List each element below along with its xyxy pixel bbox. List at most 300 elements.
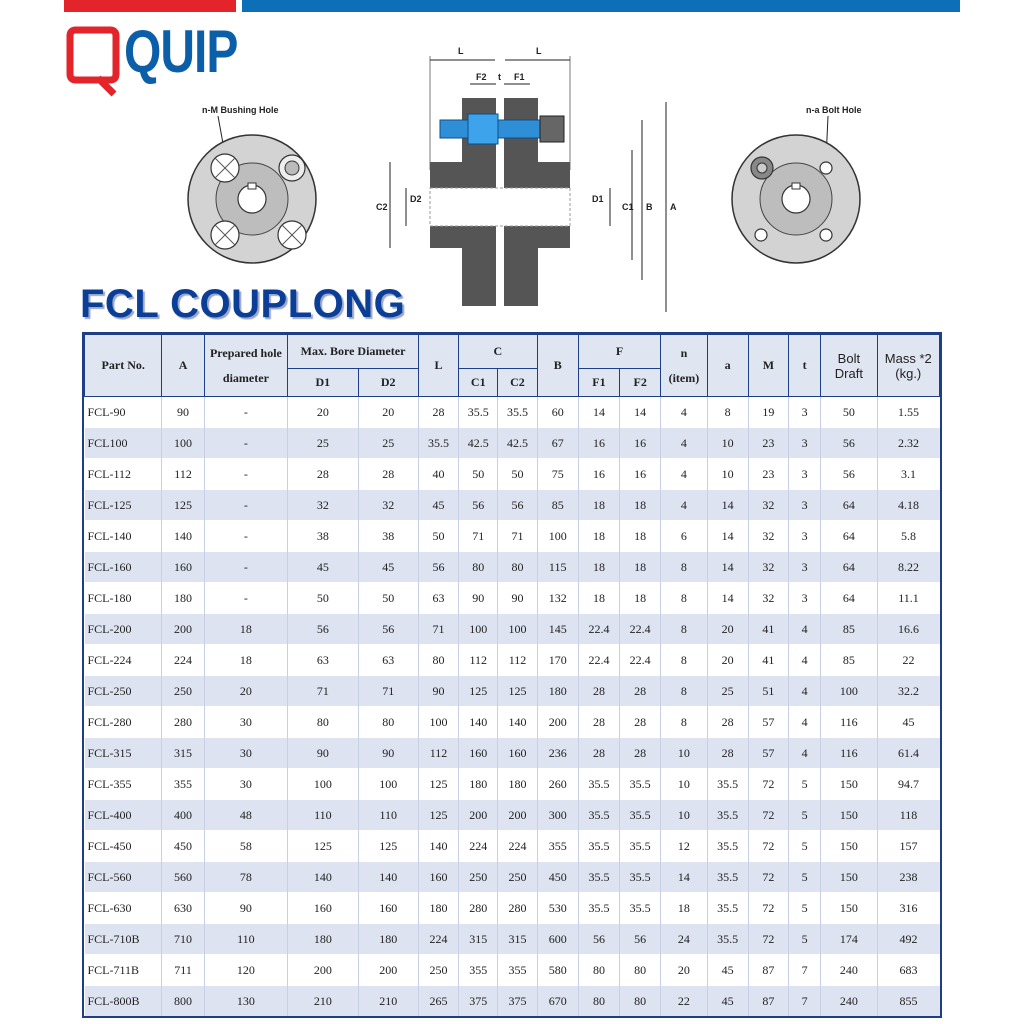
table-cell: 110	[288, 800, 358, 831]
header-b: B	[537, 335, 578, 397]
table-cell: 64	[821, 583, 877, 614]
table-cell: 4	[661, 397, 707, 428]
table-cell: 855	[877, 986, 939, 1017]
table-row	[85, 676, 940, 707]
table-cell: 56	[459, 490, 498, 521]
table-cell: 14	[707, 552, 748, 583]
table-cell: 18	[578, 521, 619, 552]
table-cell: 18	[204, 614, 287, 645]
table-cell: 16	[578, 459, 619, 490]
table-row	[85, 893, 940, 924]
table-cell: 5	[789, 831, 821, 862]
table-cell: 4	[789, 738, 821, 769]
table-cell: 71	[498, 521, 537, 552]
table-cell: 18	[620, 552, 661, 583]
table-cell: 28	[358, 459, 418, 490]
table-cell: 200	[358, 955, 418, 986]
table-cell: 19	[748, 397, 788, 428]
table-cell: 20	[707, 645, 748, 676]
table-cell: 61.4	[877, 738, 939, 769]
table-cell: 125	[418, 769, 458, 800]
table-body	[85, 397, 940, 1017]
svg-text:L: L	[536, 46, 542, 56]
table-cell: 38	[358, 521, 418, 552]
table-cell: -	[204, 459, 287, 490]
table-cell: 72	[748, 769, 788, 800]
table-cell: 120	[204, 955, 287, 986]
table-cell: 38	[288, 521, 358, 552]
table-cell: 63	[358, 645, 418, 676]
table-cell: 58	[204, 831, 287, 862]
table-cell: 180	[288, 924, 358, 955]
table-cell: 18	[578, 490, 619, 521]
table-cell: 11.1	[877, 583, 939, 614]
table-cell: 4	[789, 614, 821, 645]
part-number-cell: FCL-315	[85, 738, 162, 769]
table-cell: 35.5	[418, 428, 458, 459]
table-cell: 180	[418, 893, 458, 924]
table-cell: 20	[204, 676, 287, 707]
table-cell: 355	[459, 955, 498, 986]
table-cell: 150	[821, 893, 877, 924]
table-cell: 150	[821, 800, 877, 831]
table-cell: 56	[578, 924, 619, 955]
top-red-bar	[64, 0, 236, 12]
table-cell: 50	[821, 397, 877, 428]
table-cell: 35.5	[578, 769, 619, 800]
table-cell: 80	[620, 986, 661, 1017]
table-cell: 670	[537, 986, 578, 1017]
header-a-small: a	[707, 335, 748, 397]
table-cell: 160	[498, 738, 537, 769]
table-cell: 50	[288, 583, 358, 614]
table-cell: 580	[537, 955, 578, 986]
table-cell: 35.5	[707, 862, 748, 893]
table-cell: 28	[578, 676, 619, 707]
table-cell: 530	[537, 893, 578, 924]
table-cell: 118	[877, 800, 939, 831]
header-t: t	[789, 335, 821, 397]
table-cell: 450	[537, 862, 578, 893]
spec-table	[82, 332, 942, 1018]
table-cell: 3	[789, 428, 821, 459]
table-cell: 14	[707, 490, 748, 521]
table-cell: 355	[537, 831, 578, 862]
part-number-cell: FCL-355	[85, 769, 162, 800]
svg-text:D2: D2	[410, 194, 422, 204]
table-cell: 30	[204, 707, 287, 738]
table-cell: 200	[498, 800, 537, 831]
table-cell: 18	[620, 521, 661, 552]
table-cell: 5	[789, 924, 821, 955]
table-cell: 115	[537, 552, 578, 583]
table-cell: 45	[418, 490, 458, 521]
table-cell: 180	[358, 924, 418, 955]
table-cell: 20	[358, 397, 418, 428]
header-bolt-draft: Bolt Draft	[821, 335, 877, 397]
table-cell: 18	[204, 645, 287, 676]
table-cell: 85	[821, 614, 877, 645]
header-c2: C2	[498, 369, 537, 397]
header-d1: D1	[288, 369, 358, 397]
table-cell: 24	[661, 924, 707, 955]
table-cell: 280	[162, 707, 204, 738]
table-cell: 32	[748, 583, 788, 614]
table-cell: 16	[620, 459, 661, 490]
table-cell: 78	[204, 862, 287, 893]
table-cell: 180	[162, 583, 204, 614]
table-cell: 72	[748, 831, 788, 862]
header-f: F	[578, 335, 660, 369]
table-cell: 3	[789, 397, 821, 428]
header-f1: F1	[578, 369, 619, 397]
table-row	[85, 552, 940, 583]
table-cell: 90	[459, 583, 498, 614]
table-cell: 67	[537, 428, 578, 459]
table-cell: 56	[498, 490, 537, 521]
table-cell: 238	[877, 862, 939, 893]
table-cell: 140	[418, 831, 458, 862]
table-cell: 80	[418, 645, 458, 676]
table-cell: 375	[498, 986, 537, 1017]
table-cell: 28	[707, 738, 748, 769]
table-cell: 130	[204, 986, 287, 1017]
table-cell: 90	[162, 397, 204, 428]
table-cell: 100	[288, 769, 358, 800]
table-cell: 22.4	[578, 614, 619, 645]
table-cell: 42.5	[459, 428, 498, 459]
table-cell: 180	[498, 769, 537, 800]
table-cell: 80	[498, 552, 537, 583]
table-cell: -	[204, 428, 287, 459]
svg-text:F2: F2	[476, 72, 487, 82]
table-cell: 710	[162, 924, 204, 955]
table-cell: -	[204, 490, 287, 521]
table-cell: 16	[578, 428, 619, 459]
top-blue-bar	[242, 0, 960, 12]
table-cell: 150	[821, 769, 877, 800]
table-cell: 23	[748, 459, 788, 490]
table-cell: 35.5	[707, 800, 748, 831]
table-cell: 4	[789, 707, 821, 738]
table-cell: 3	[789, 583, 821, 614]
logo-text: QUIP	[124, 19, 238, 86]
table-cell: 45	[358, 552, 418, 583]
header-l: L	[418, 335, 458, 397]
table-cell: 355	[162, 769, 204, 800]
svg-text:t: t	[498, 72, 501, 82]
table-cell: 16	[620, 428, 661, 459]
table-cell: 90	[288, 738, 358, 769]
table-cell: 22	[661, 986, 707, 1017]
table-cell: 32	[748, 521, 788, 552]
table-cell: 32	[288, 490, 358, 521]
table-cell: 18	[578, 552, 619, 583]
table-cell: 125	[459, 676, 498, 707]
table-cell: 35.5	[578, 893, 619, 924]
table-cell: 8	[707, 397, 748, 428]
table-cell: 200	[288, 955, 358, 986]
table-row	[85, 490, 940, 521]
part-number-cell: FCL-710B	[85, 924, 162, 955]
table-cell: 224	[498, 831, 537, 862]
table-row	[85, 397, 940, 428]
table-cell: 8	[661, 583, 707, 614]
table-cell: 375	[459, 986, 498, 1017]
table-cell: 28	[288, 459, 358, 490]
table-cell: 3	[789, 552, 821, 583]
table-cell: 125	[288, 831, 358, 862]
table-cell: 10	[661, 769, 707, 800]
table-cell: 110	[358, 800, 418, 831]
table-cell: 16.6	[877, 614, 939, 645]
header-c: C	[459, 335, 537, 369]
table-cell: 57	[748, 738, 788, 769]
table-cell: 3	[789, 490, 821, 521]
table-cell: 600	[537, 924, 578, 955]
table-cell: 45	[707, 986, 748, 1017]
table-cell: 35.5	[707, 831, 748, 862]
table-cell: 25	[707, 676, 748, 707]
table-cell: 56	[821, 428, 877, 459]
table-cell: 260	[537, 769, 578, 800]
table-cell: 224	[162, 645, 204, 676]
table-cell: 125	[358, 831, 418, 862]
table-cell: 125	[418, 800, 458, 831]
table-cell: 174	[821, 924, 877, 955]
table-cell: 210	[288, 986, 358, 1017]
header-a: A	[162, 335, 204, 397]
table-cell: 150	[821, 862, 877, 893]
table-cell: 22.4	[620, 614, 661, 645]
table-cell: 48	[204, 800, 287, 831]
table-cell: 160	[459, 738, 498, 769]
table-cell: 224	[459, 831, 498, 862]
bolt-hole-label: n-a Bolt Hole	[806, 105, 862, 115]
table-cell: -	[204, 397, 287, 428]
header-m: M	[748, 335, 788, 397]
table-cell: 35.5	[498, 397, 537, 428]
table-cell: 80	[459, 552, 498, 583]
table-cell: 112	[418, 738, 458, 769]
part-number-cell: FCL-250	[85, 676, 162, 707]
table-cell: 711	[162, 955, 204, 986]
table-row	[85, 862, 940, 893]
table-row	[85, 583, 940, 614]
table-cell: 28	[578, 738, 619, 769]
table-cell: 51	[748, 676, 788, 707]
table-cell: 8	[661, 645, 707, 676]
svg-text:F1: F1	[514, 72, 525, 82]
table-cell: 35.5	[707, 924, 748, 955]
table-cell: 100	[162, 428, 204, 459]
header-prepared-hole: Prepared hole diameter	[204, 335, 287, 397]
table-cell: 140	[459, 707, 498, 738]
table-cell: 315	[162, 738, 204, 769]
table-cell: 90	[358, 738, 418, 769]
header-n: n (item)	[661, 335, 707, 397]
part-number-cell: FCL-630	[85, 893, 162, 924]
table-cell: 8	[661, 707, 707, 738]
table-cell: 300	[537, 800, 578, 831]
part-number-cell: FCL-180	[85, 583, 162, 614]
table-cell: 250	[418, 955, 458, 986]
table-cell: 240	[821, 986, 877, 1017]
table-row	[85, 428, 940, 459]
table-cell: 72	[748, 893, 788, 924]
table-cell: 28	[620, 676, 661, 707]
table-row	[85, 831, 940, 862]
table-cell: 72	[748, 862, 788, 893]
table-cell: 5	[789, 800, 821, 831]
table-cell: 22	[877, 645, 939, 676]
table-cell: 140	[288, 862, 358, 893]
table-cell: 14	[707, 521, 748, 552]
svg-text:C2: C2	[376, 202, 388, 212]
table-cell: 112	[162, 459, 204, 490]
table-cell: 45	[877, 707, 939, 738]
table-cell: 112	[498, 645, 537, 676]
table-cell: 80	[578, 986, 619, 1017]
table-cell: 145	[537, 614, 578, 645]
table-row	[85, 738, 940, 769]
table-cell: 20	[288, 397, 358, 428]
table-cell: 71	[358, 676, 418, 707]
header-c1: C1	[459, 369, 498, 397]
table-cell: 45	[707, 955, 748, 986]
bushing-hole-view	[180, 100, 320, 280]
table-cell: 87	[748, 955, 788, 986]
table-cell: 800	[162, 986, 204, 1017]
table-cell: 12	[661, 831, 707, 862]
table-cell: 150	[821, 831, 877, 862]
table-cell: 60	[537, 397, 578, 428]
table-cell: 8.22	[877, 552, 939, 583]
table-cell: 112	[459, 645, 498, 676]
header-max-bore: Max. Bore Diameter	[288, 335, 419, 369]
table-cell: 250	[162, 676, 204, 707]
table-cell: 35.5	[620, 831, 661, 862]
table-cell: 72	[748, 800, 788, 831]
table-cell: 64	[821, 521, 877, 552]
table-row	[85, 614, 940, 645]
table-cell: 18	[620, 583, 661, 614]
part-number-cell: FCL-560	[85, 862, 162, 893]
table-cell: -	[204, 521, 287, 552]
table-row	[85, 707, 940, 738]
table-cell: 7	[789, 986, 821, 1017]
table-cell: 5	[789, 893, 821, 924]
table-cell: 132	[537, 583, 578, 614]
table-cell: 75	[537, 459, 578, 490]
table-cell: 157	[877, 831, 939, 862]
table-cell: 80	[358, 707, 418, 738]
table-cell: 14	[578, 397, 619, 428]
table-cell: 35.5	[620, 769, 661, 800]
table-row	[85, 986, 940, 1017]
table-cell: -	[204, 552, 287, 583]
part-number-cell: FCL-90	[85, 397, 162, 428]
table-cell: 20	[707, 614, 748, 645]
table-cell: 8	[661, 552, 707, 583]
table-cell: 80	[288, 707, 358, 738]
table-cell: 35.5	[620, 800, 661, 831]
table-cell: 315	[498, 924, 537, 955]
table-cell: 35.5	[707, 893, 748, 924]
table-cell: 72	[748, 924, 788, 955]
table-cell: 7	[789, 955, 821, 986]
table-cell: 250	[459, 862, 498, 893]
header-d2: D2	[358, 369, 418, 397]
table-cell: 160	[162, 552, 204, 583]
table-cell: 20	[661, 955, 707, 986]
table-cell: 28	[578, 707, 619, 738]
table-cell: 28	[620, 738, 661, 769]
table-cell: 10	[661, 800, 707, 831]
table-cell: 1.55	[877, 397, 939, 428]
table-cell: 200	[162, 614, 204, 645]
table-cell: 200	[459, 800, 498, 831]
table-cell: 4	[789, 645, 821, 676]
table-cell: 41	[748, 614, 788, 645]
table-cell: 683	[877, 955, 939, 986]
table-cell: 85	[537, 490, 578, 521]
table-cell: 80	[620, 955, 661, 986]
table-row	[85, 645, 940, 676]
table-cell: 140	[358, 862, 418, 893]
table-cell: 35.5	[620, 862, 661, 893]
table-cell: 100	[358, 769, 418, 800]
table-cell: 50	[418, 521, 458, 552]
table-cell: 90	[204, 893, 287, 924]
table-cell: 90	[418, 676, 458, 707]
table-cell: 35.5	[620, 893, 661, 924]
table-cell: 280	[459, 893, 498, 924]
table-cell: 8	[661, 614, 707, 645]
part-number-cell: FCL-200	[85, 614, 162, 645]
table-cell: 2.32	[877, 428, 939, 459]
table-cell: 18	[661, 893, 707, 924]
table-cell: 110	[204, 924, 287, 955]
part-number-cell: FCL-280	[85, 707, 162, 738]
table-cell: 100	[498, 614, 537, 645]
table-row	[85, 459, 940, 490]
table-cell: 87	[748, 986, 788, 1017]
table-cell: 10	[661, 738, 707, 769]
header-mass: Mass *2 (kg.)	[877, 335, 939, 397]
table-cell: 3	[789, 459, 821, 490]
svg-text:A: A	[670, 202, 677, 212]
table-cell: 71	[418, 614, 458, 645]
part-number-cell: FCL-112	[85, 459, 162, 490]
part-number-cell: FCL-140	[85, 521, 162, 552]
table-cell: 64	[821, 490, 877, 521]
table-cell: -	[204, 583, 287, 614]
table-cell: 240	[821, 955, 877, 986]
table-cell: 8	[661, 676, 707, 707]
table-cell: 35.5	[459, 397, 498, 428]
table-cell: 125	[162, 490, 204, 521]
table-cell: 315	[459, 924, 498, 955]
table-cell: 42.5	[498, 428, 537, 459]
table-cell: 180	[537, 676, 578, 707]
table-cell: 56	[620, 924, 661, 955]
table-cell: 100	[821, 676, 877, 707]
table-cell: 265	[418, 986, 458, 1017]
part-number-cell: FCL-224	[85, 645, 162, 676]
table-cell: 116	[821, 707, 877, 738]
table-cell: 30	[204, 769, 287, 800]
